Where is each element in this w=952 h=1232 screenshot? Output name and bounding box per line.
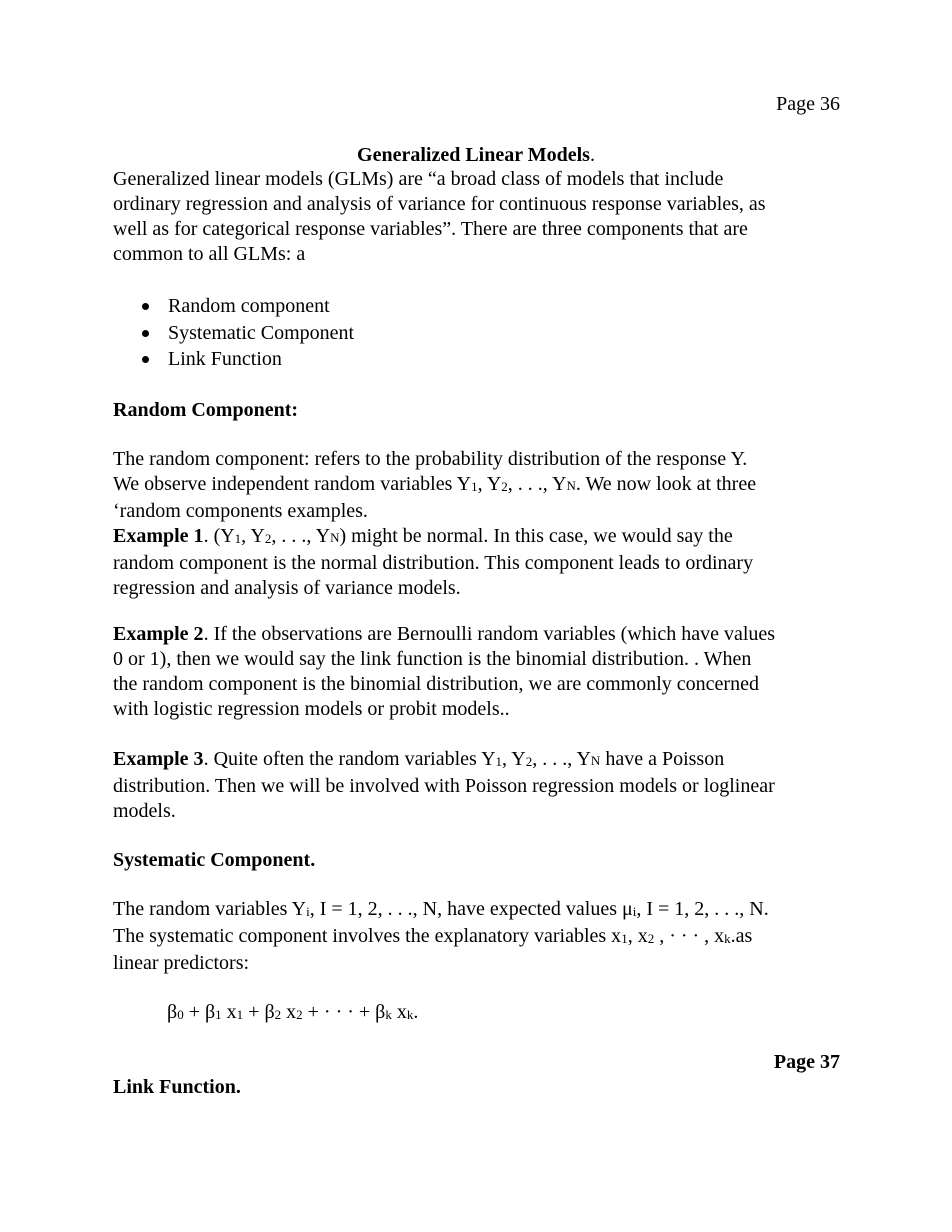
list-item: Link Function [113,346,354,373]
intro-line: ordinary regression and analysis of variance for continuous response variables, as [113,193,766,215]
linear-predictor-formula: β0 + β1 x1 + β2 x2 + · · · + βk xk. [167,1001,419,1023]
systematic-component-heading: Systematic Component. [113,849,316,871]
link-function-heading: Link Function. [113,1076,241,1098]
intro-line: Generalized linear models (GLMs) are “a broad class of models that include [113,168,724,190]
example-3: Example 3. Quite often the random variables Y1, Y2, . . ., YN have a Poisson distribution. Then we will be involved with Poisson regression models or loglinear models. [113,748,775,822]
page-number-37: Page 37 [773,1051,840,1073]
page-number-36: Page 36 [776,93,840,115]
intro-paragraph [113,167,853,267]
systematic-component-paragraph: The random variables Yi, I = 1, 2, . . ., N, have expected values μi, I = 1, 2, . . ., N. The systematic component involves the explanatory variables x1, x2 , · · · , xk.as linear predictors: [113,898,769,974]
random-component-paragraph: The random component: refers to the probability distribution of the response Y. We observe independent random variables Y1, Y2, . . ., YN. We now look at three ‘random components examples. Example 1. (Y1, Y2, . . ., YN) might be normal. In this case, we would say the random component is the normal distribution. This component leads to ordinary regression and analysis of variance models. [113,447,853,601]
page-title: Generalized Linear Models. [357,144,595,166]
list-item: Random component [113,293,354,320]
title-text: Generalized Linear Models [357,144,590,166]
intro-line: common to all GLMs: a [113,243,306,265]
example-2: Example 2. If the observations are Bernoulli random variables (which have values 0 or 1), then we would say the link function is the binomial distribution. . When the random component is the binomial distribution, we are commonly concerned with logistic regression models or probit models.. [113,623,776,720]
list-item: Systematic Component [113,320,354,347]
intro-line: well as for categorical response variables”. There are three components that are [113,218,748,240]
component-list [113,293,354,373]
random-component-heading: Random Component: [113,399,299,421]
example-1: Example 1. (Y1, Y2, . . ., YN) might be normal. In this case, we would say the [113,525,733,547]
